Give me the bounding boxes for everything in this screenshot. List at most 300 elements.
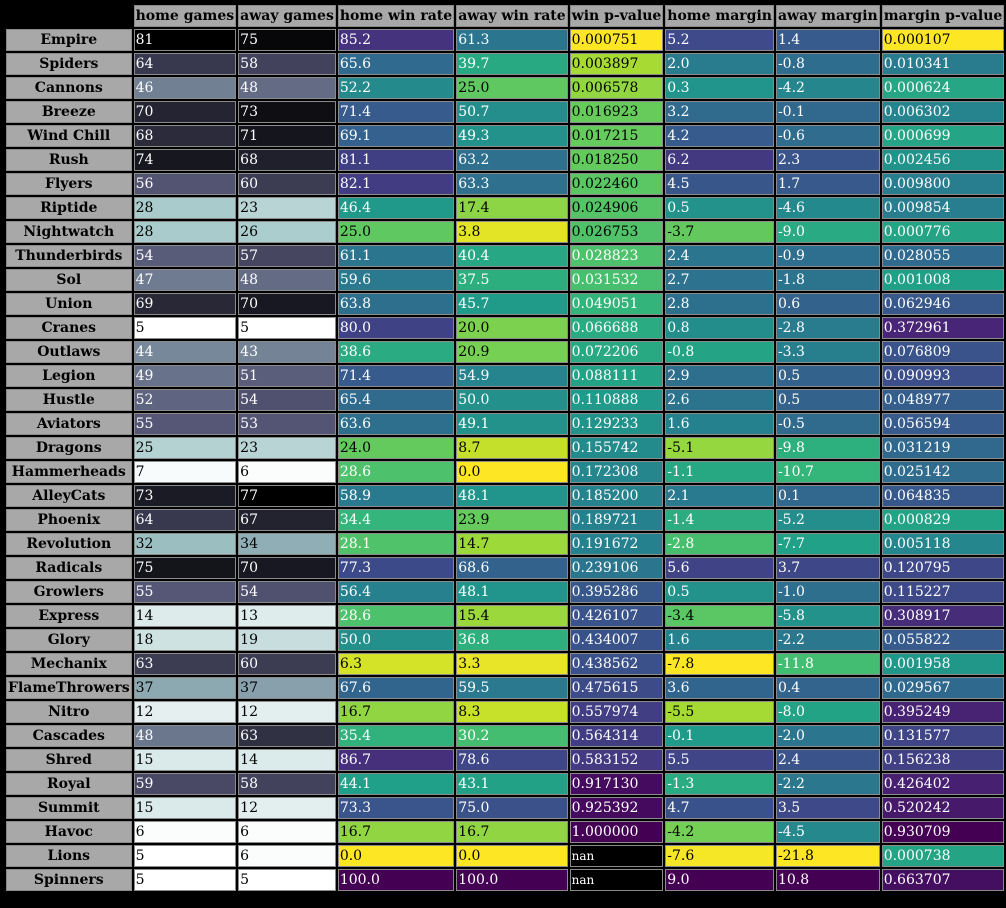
- table-cell: -0.1: [665, 725, 774, 747]
- table-row: [6, 389, 1004, 411]
- table-cell: 0.189721: [570, 509, 664, 531]
- table-cell: 3.5: [776, 797, 880, 819]
- table-cell: 0.022460: [570, 173, 664, 195]
- table-row: [6, 173, 1004, 195]
- team-name: Union: [6, 293, 132, 315]
- table-cell: -2.0: [776, 725, 880, 747]
- table-cell: 0.583152: [570, 749, 664, 771]
- team-name: Breeze: [6, 101, 132, 123]
- table-cell: 6: [238, 821, 336, 843]
- table-cell: 6.2: [665, 149, 774, 171]
- table-cell: 0.426107: [570, 605, 664, 627]
- table-cell: 0.072206: [570, 341, 664, 363]
- table-cell: 20.0: [456, 317, 567, 339]
- table-row: [6, 605, 1004, 627]
- table-row: [6, 245, 1004, 267]
- table-cell: 37: [134, 677, 237, 699]
- table-row: [6, 101, 1004, 123]
- table-cell: 0.520242: [882, 797, 1005, 819]
- team-name: Outlaws: [6, 341, 132, 363]
- table-row: [6, 821, 1004, 843]
- team-name: Summit: [6, 797, 132, 819]
- table-cell: 48: [238, 77, 336, 99]
- table-cell: 6.3: [338, 653, 454, 675]
- table-row: [6, 269, 1004, 291]
- team-name: Growlers: [6, 581, 132, 603]
- table-cell: -1.0: [776, 581, 880, 603]
- table-cell: -2.2: [776, 773, 880, 795]
- table-cell: 1.6: [665, 413, 774, 435]
- team-name: Glory: [6, 629, 132, 651]
- table-cell: 0.426402: [882, 773, 1005, 795]
- table-cell: 81: [134, 29, 237, 51]
- table-cell: 5.6: [665, 557, 774, 579]
- table-cell: 20.9: [456, 341, 567, 363]
- table-cell: 60: [238, 653, 336, 675]
- table-cell: 0.000624: [882, 77, 1005, 99]
- table-cell: 1.000000: [570, 821, 664, 843]
- table-cell: -1.4: [665, 509, 774, 531]
- table-cell: 0.000738: [882, 845, 1005, 867]
- table-row: [6, 845, 1004, 867]
- table-cell: 3.6: [665, 677, 774, 699]
- table-cell: 75: [238, 29, 336, 51]
- table-cell: 0.8: [665, 317, 774, 339]
- table-cell: 0.5: [665, 197, 774, 219]
- table-row: [6, 485, 1004, 507]
- table-cell: -9.0: [776, 221, 880, 243]
- team-name: Lions: [6, 845, 132, 867]
- team-name: Mechanix: [6, 653, 132, 675]
- table-cell: 54: [134, 245, 237, 267]
- table-cell: 0.129233: [570, 413, 664, 435]
- table-cell: -0.9: [776, 245, 880, 267]
- table-cell: 39.7: [456, 53, 567, 75]
- table-cell: 78.6: [456, 749, 567, 771]
- table-cell: 50.0: [456, 389, 567, 411]
- table-row: [6, 797, 1004, 819]
- table-cell: 0.016923: [570, 101, 664, 123]
- table-cell: 16.7: [338, 701, 454, 723]
- team-name: Riptide: [6, 197, 132, 219]
- table-cell: 18: [134, 629, 237, 651]
- table-cell: 63: [238, 725, 336, 747]
- table-cell: 8.3: [456, 701, 567, 723]
- table-cell: 13: [238, 605, 336, 627]
- column-header: win p-value: [570, 5, 664, 27]
- table-cell: 0.0: [338, 845, 454, 867]
- table-cell: 0.131577: [882, 725, 1005, 747]
- table-cell: 23: [238, 197, 336, 219]
- table-cell: 68: [238, 149, 336, 171]
- table-cell: 0.001958: [882, 653, 1005, 675]
- table-cell: 52.2: [338, 77, 454, 99]
- table-cell: 61.3: [456, 29, 567, 51]
- table-cell: 0.006578: [570, 77, 664, 99]
- table-cell: 6: [238, 461, 336, 483]
- table-cell: 100.0: [456, 869, 567, 891]
- table-cell: 77: [238, 485, 336, 507]
- table-cell: 0.564314: [570, 725, 664, 747]
- table-cell: 0.017215: [570, 125, 664, 147]
- team-name: Rush: [6, 149, 132, 171]
- table-cell: -21.8: [776, 845, 880, 867]
- table-cell: 60: [238, 173, 336, 195]
- table-cell: 0.557974: [570, 701, 664, 723]
- table-cell: -0.8: [776, 53, 880, 75]
- table-cell: 43: [238, 341, 336, 363]
- table-cell: 61.1: [338, 245, 454, 267]
- table-cell: 0.185200: [570, 485, 664, 507]
- table-cell: 67: [238, 509, 336, 531]
- table-cell: 0.191672: [570, 533, 664, 555]
- column-header: away margin: [776, 5, 880, 27]
- table-cell: 0.088111: [570, 365, 664, 387]
- table-cell: 50.7: [456, 101, 567, 123]
- team-name: Hustle: [6, 389, 132, 411]
- table-cell: 59.6: [338, 269, 454, 291]
- table-cell: 0.031532: [570, 269, 664, 291]
- table-cell: 0.025142: [882, 461, 1005, 483]
- table-cell: 0.028823: [570, 245, 664, 267]
- team-name: Sol: [6, 269, 132, 291]
- table-cell: 0.018250: [570, 149, 664, 171]
- table-cell: 56.4: [338, 581, 454, 603]
- table-cell: 28.6: [338, 605, 454, 627]
- table-cell: 0.156238: [882, 749, 1005, 771]
- table-cell: 25.0: [338, 221, 454, 243]
- table-cell: 4.5: [665, 173, 774, 195]
- team-name: Havoc: [6, 821, 132, 843]
- table-cell: 64: [134, 509, 237, 531]
- table-cell: 23: [238, 437, 336, 459]
- table-cell: 71: [238, 125, 336, 147]
- table-cell: 0.001008: [882, 269, 1005, 291]
- table-cell: 24.0: [338, 437, 454, 459]
- table-cell: 59: [134, 773, 237, 795]
- table-cell: 74: [134, 149, 237, 171]
- table-cell: 65.4: [338, 389, 454, 411]
- table-cell: 68: [134, 125, 237, 147]
- team-name: Nitro: [6, 701, 132, 723]
- column-header: home margin: [665, 5, 774, 27]
- team-name: Phoenix: [6, 509, 132, 531]
- team-name: Cranes: [6, 317, 132, 339]
- table-cell: 53: [238, 413, 336, 435]
- table-cell: -9.8: [776, 437, 880, 459]
- table-cell: 5: [238, 317, 336, 339]
- table-cell: 0.064835: [882, 485, 1005, 507]
- table-cell: -4.2: [665, 821, 774, 843]
- table-cell: 6: [238, 845, 336, 867]
- table-cell: 71.4: [338, 101, 454, 123]
- table-cell: 0.005118: [882, 533, 1005, 555]
- column-header: away win rate: [456, 5, 567, 27]
- table-cell: -7.8: [665, 653, 774, 675]
- table-cell: 0.5: [776, 389, 880, 411]
- table-cell: 0.056594: [882, 413, 1005, 435]
- table-cell: 10.8: [776, 869, 880, 891]
- table-cell: 55: [134, 581, 237, 603]
- table-cell: -0.1: [776, 101, 880, 123]
- table-cell: 0.239106: [570, 557, 664, 579]
- table-cell: 38.6: [338, 341, 454, 363]
- table-cell: 73: [238, 101, 336, 123]
- table-cell: 23.9: [456, 509, 567, 531]
- table-cell: 81.1: [338, 149, 454, 171]
- table-cell: 67.6: [338, 677, 454, 699]
- table-cell: 3.7: [776, 557, 880, 579]
- team-name: Spinners: [6, 869, 132, 891]
- table-cell: -4.2: [776, 77, 880, 99]
- stats-table: [4, 3, 1006, 893]
- table-cell: 0.000829: [882, 509, 1005, 531]
- table-cell: 15: [134, 797, 237, 819]
- team-name: Flyers: [6, 173, 132, 195]
- table-cell: 2.1: [665, 485, 774, 507]
- table-cell: 5: [134, 845, 237, 867]
- table-cell: 0.4: [776, 677, 880, 699]
- table-cell: -3.7: [665, 221, 774, 243]
- table-row: [6, 773, 1004, 795]
- table-cell: 2.6: [665, 389, 774, 411]
- table-cell: -11.8: [776, 653, 880, 675]
- table-cell: 16.7: [338, 821, 454, 843]
- table-cell: 56: [134, 173, 237, 195]
- table-cell: 32: [134, 533, 237, 555]
- table-row: [6, 317, 1004, 339]
- table-cell: 0.475615: [570, 677, 664, 699]
- table-cell: 49.1: [456, 413, 567, 435]
- table-row: [6, 437, 1004, 459]
- table-cell: 19: [238, 629, 336, 651]
- table-cell: 0.000107: [882, 29, 1005, 51]
- table-cell: 3.3: [456, 653, 567, 675]
- table-cell: -1.1: [665, 461, 774, 483]
- table-cell: 2.7: [665, 269, 774, 291]
- table-cell: 58: [238, 773, 336, 795]
- table-cell: 0.308917: [882, 605, 1005, 627]
- table-cell: -4.5: [776, 821, 880, 843]
- table-cell: 0.049051: [570, 293, 664, 315]
- table-cell: 71.4: [338, 365, 454, 387]
- team-name: Nightwatch: [6, 221, 132, 243]
- table-cell: 46.4: [338, 197, 454, 219]
- table-cell: 63.8: [338, 293, 454, 315]
- table-cell: 47: [134, 269, 237, 291]
- table-cell: 44: [134, 341, 237, 363]
- team-name: AlleyCats: [6, 485, 132, 507]
- table-cell: 0.066688: [570, 317, 664, 339]
- table-cell: 68.6: [456, 557, 567, 579]
- team-name: Wind Chill: [6, 125, 132, 147]
- table-cell: -4.6: [776, 197, 880, 219]
- table-cell: 37.5: [456, 269, 567, 291]
- table-cell: 58.9: [338, 485, 454, 507]
- table-cell: 0.663707: [882, 869, 1005, 891]
- table-cell: 1.7: [776, 173, 880, 195]
- table-cell: 48: [238, 269, 336, 291]
- table-row: [6, 629, 1004, 651]
- table-cell: -2.8: [665, 533, 774, 555]
- table-cell: 75: [134, 557, 237, 579]
- table-cell: 0.062946: [882, 293, 1005, 315]
- table-cell: 0.026753: [570, 221, 664, 243]
- team-name: Spiders: [6, 53, 132, 75]
- table-row: [6, 29, 1004, 51]
- table-cell: 63.3: [456, 173, 567, 195]
- table-cell: 0.5: [665, 581, 774, 603]
- table-cell: 5.2: [665, 29, 774, 51]
- table-cell: 14.7: [456, 533, 567, 555]
- table-cell: 5: [238, 869, 336, 891]
- table-row: [6, 149, 1004, 171]
- table-cell: 54: [238, 389, 336, 411]
- table-cell: 100.0: [338, 869, 454, 891]
- table-row: [6, 221, 1004, 243]
- table-cell: 28: [134, 221, 237, 243]
- table-cell: 12: [238, 701, 336, 723]
- table-cell: 40.4: [456, 245, 567, 267]
- table-cell: -5.2: [776, 509, 880, 531]
- table-cell: 70: [238, 557, 336, 579]
- table-cell: 3.8: [456, 221, 567, 243]
- table-cell: 26: [238, 221, 336, 243]
- table-cell: 34.4: [338, 509, 454, 531]
- team-name: Legion: [6, 365, 132, 387]
- table-cell: 1.4: [776, 29, 880, 51]
- table-cell: 0.000776: [882, 221, 1005, 243]
- corner-cell: [6, 5, 132, 27]
- team-name: Radicals: [6, 557, 132, 579]
- table-cell: 0.395249: [882, 701, 1005, 723]
- table-cell: -7.6: [665, 845, 774, 867]
- table-row: [6, 581, 1004, 603]
- table-cell: nan: [570, 845, 664, 867]
- table-cell: 55: [134, 413, 237, 435]
- table-cell: 4.2: [665, 125, 774, 147]
- table-cell: -5.5: [665, 701, 774, 723]
- table-cell: 0.090993: [882, 365, 1005, 387]
- table-cell: 0.0: [456, 845, 567, 867]
- table-cell: 63.6: [338, 413, 454, 435]
- table-cell: -7.7: [776, 533, 880, 555]
- table-cell: 0.372961: [882, 317, 1005, 339]
- table-cell: 9.0: [665, 869, 774, 891]
- table-cell: 0.028055: [882, 245, 1005, 267]
- table-row: [6, 293, 1004, 315]
- team-name: Dragons: [6, 437, 132, 459]
- table-cell: 12: [134, 701, 237, 723]
- table-cell: 45.7: [456, 293, 567, 315]
- table-cell: 0.000699: [882, 125, 1005, 147]
- table-row: [6, 77, 1004, 99]
- table-cell: 0.003897: [570, 53, 664, 75]
- table-cell: 73: [134, 485, 237, 507]
- table-row: [6, 461, 1004, 483]
- table-cell: 8.7: [456, 437, 567, 459]
- table-cell: 0.5: [776, 365, 880, 387]
- table-cell: 77.3: [338, 557, 454, 579]
- table-cell: -8.0: [776, 701, 880, 723]
- table-cell: 0.000751: [570, 29, 664, 51]
- table-cell: 86.7: [338, 749, 454, 771]
- table-cell: 6: [134, 821, 237, 843]
- table-cell: -1.8: [776, 269, 880, 291]
- table-cell: 37: [238, 677, 336, 699]
- table-row: [6, 53, 1004, 75]
- table-cell: 0.031219: [882, 437, 1005, 459]
- team-name: Empire: [6, 29, 132, 51]
- table-cell: 85.2: [338, 29, 454, 51]
- table-row: [6, 653, 1004, 675]
- table-cell: 2.4: [665, 245, 774, 267]
- table-row: [6, 413, 1004, 435]
- table-cell: 2.0: [665, 53, 774, 75]
- table-cell: 65.6: [338, 53, 454, 75]
- column-header: home games: [134, 5, 237, 27]
- table-cell: 5: [134, 869, 237, 891]
- table-row: [6, 125, 1004, 147]
- table-cell: 25: [134, 437, 237, 459]
- table-cell: 43.1: [456, 773, 567, 795]
- table-cell: 0.1: [776, 485, 880, 507]
- table-cell: 0.009854: [882, 197, 1005, 219]
- table-cell: 0.925392: [570, 797, 664, 819]
- table-cell: 80.0: [338, 317, 454, 339]
- table-cell: 70: [134, 101, 237, 123]
- table-cell: 54.9: [456, 365, 567, 387]
- table-cell: 25.0: [456, 77, 567, 99]
- table-cell: -5.1: [665, 437, 774, 459]
- table-row: [6, 557, 1004, 579]
- table-cell: 0.438562: [570, 653, 664, 675]
- team-name: Express: [6, 605, 132, 627]
- table-cell: 28.1: [338, 533, 454, 555]
- team-name: Cannons: [6, 77, 132, 99]
- table-cell: 0.172308: [570, 461, 664, 483]
- table-cell: 34: [238, 533, 336, 555]
- table-cell: 46: [134, 77, 237, 99]
- table-cell: -0.8: [665, 341, 774, 363]
- table-cell: 44.1: [338, 773, 454, 795]
- table-cell: 5.5: [665, 749, 774, 771]
- team-name: Shred: [6, 749, 132, 771]
- table-cell: 75.0: [456, 797, 567, 819]
- table-cell: nan: [570, 869, 664, 891]
- table-cell: -0.6: [776, 125, 880, 147]
- team-name: Royal: [6, 773, 132, 795]
- table-cell: -0.5: [776, 413, 880, 435]
- table-cell: -10.7: [776, 461, 880, 483]
- column-header: away games: [238, 5, 336, 27]
- table-cell: 16.7: [456, 821, 567, 843]
- table-cell: 0.395286: [570, 581, 664, 603]
- table-cell: 17.4: [456, 197, 567, 219]
- table-cell: 48: [134, 725, 237, 747]
- table-cell: 30.2: [456, 725, 567, 747]
- table-cell: 3.2: [665, 101, 774, 123]
- table-cell: 12: [238, 797, 336, 819]
- table-cell: 2.9: [665, 365, 774, 387]
- table-cell: 1.6: [665, 629, 774, 651]
- table-cell: 69: [134, 293, 237, 315]
- table-body: [6, 29, 1004, 891]
- table-cell: 35.4: [338, 725, 454, 747]
- table-cell: 54: [238, 581, 336, 603]
- table-cell: -2.8: [776, 317, 880, 339]
- table-cell: 2.4: [776, 749, 880, 771]
